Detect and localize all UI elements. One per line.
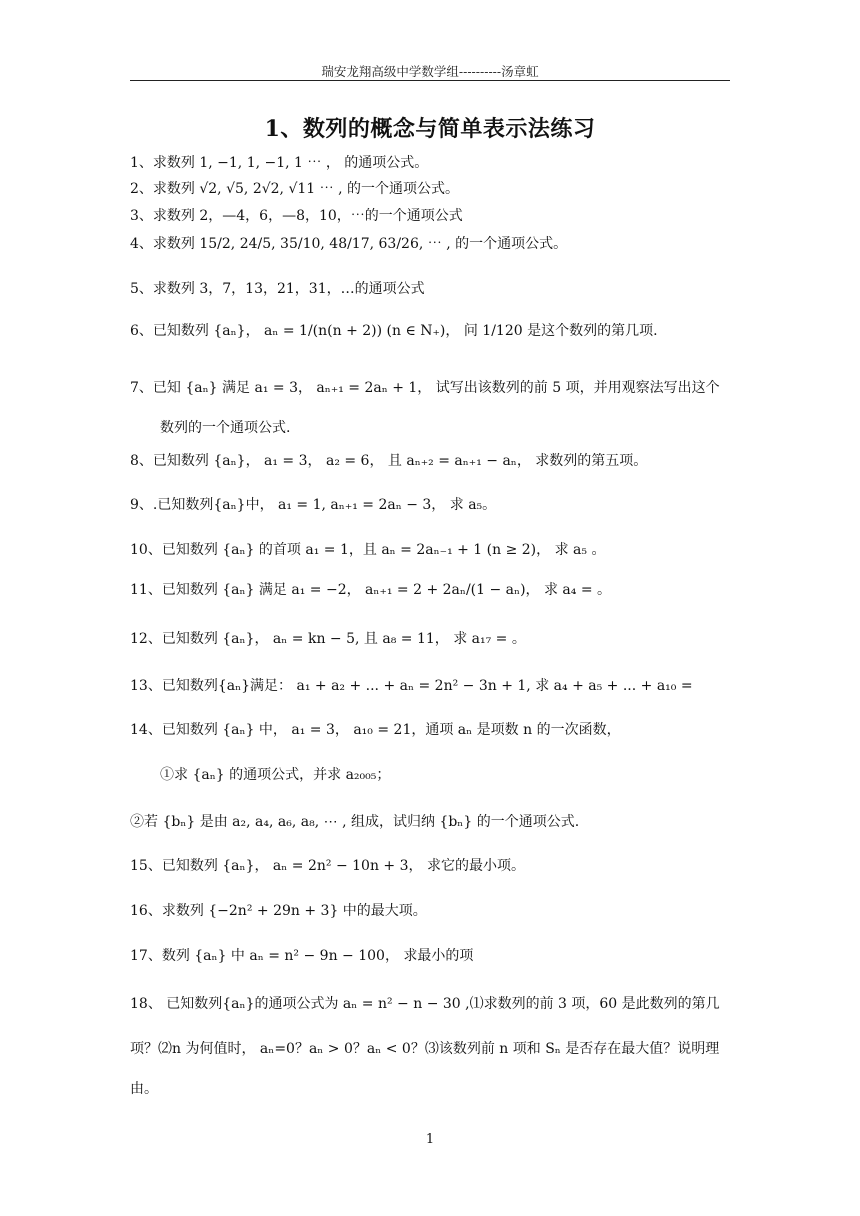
problem-line: 18、 已知数列{aₙ}的通项公式为 aₙ = n² − n − 30 ,⑴求数列的前 3 项，60 是此数列的第几 — [130, 996, 720, 1012]
problem-line: ②若 {bₙ} 是由 a₂, a₄, a₆, a₈, ⋯ , 组成，试归纳 {bₙ} 的一个通项公式. — [130, 814, 580, 830]
problem-line: 8、已知数列 {aₙ}， a₁ = 3， a₂ = 6， 且 aₙ₊₂ = aₙ₊₁ − aₙ， 求数列的第五项。 — [130, 453, 648, 469]
problem-line: 数列的一个通项公式. — [160, 420, 291, 436]
problem-line: ①求 {aₙ} 的通项公式，并求 a₂₀₀₅； — [160, 767, 391, 783]
problem-line: 3、求数列 2，—4，6，—8，10，⋯的一个通项公式 — [130, 208, 463, 224]
document-title: 1、数列的概念与简单表示法练习 — [264, 116, 596, 142]
page-header: 瑞安龙翔高级中学数学组----------汤章虹 — [321, 64, 539, 79]
page-number: 1 — [425, 1132, 435, 1147]
problem-line: 1、求数列 1, −1, 1, −1, 1 ⋯ ， 的通项公式。 — [130, 155, 429, 171]
problem-line: 7、已知 {aₙ} 满足 a₁ = 3， aₙ₊₁ = 2aₙ + 1， 试写出该数列的前 5 项，并用观察法写出这个 — [130, 380, 720, 396]
problem-line: 13、已知数列{aₙ}满足： a₁ + a₂ + ... + aₙ = 2n² − 3n + 1, 求 a₄ + a₅ + ... + a₁₀ = — [130, 678, 693, 694]
problem-line: 17、数列 {aₙ} 中 aₙ = n² − 9n − 100， 求最小的项 — [130, 948, 474, 964]
problem-line: 12、已知数列 {aₙ}， aₙ = kn − 5, 且 a₈ = 11， 求 a₁₇ = 。 — [130, 631, 526, 647]
header-rule — [130, 80, 730, 81]
problem-line: 10、已知数列 {aₙ} 的首项 a₁ = 1，且 aₙ = 2aₙ₋₁ + 1 (n ≥ 2)， 求 a₅ 。 — [130, 542, 606, 558]
problem-line: 5、求数列 3，7，13，21，31，…的通项公式 — [130, 281, 425, 297]
problem-line: 16、求数列 {−2n² + 29n + 3} 中的最大项。 — [130, 903, 427, 919]
problem-line: 由。 — [130, 1081, 158, 1097]
problem-line: 6、已知数列 {aₙ}， aₙ = 1/(n(n + 2)) (n ∈ N₊)， 问 1/120 是这个数列的第几项. — [130, 323, 658, 339]
problem-line: 15、已知数列 {aₙ}， aₙ = 2n² − 10n + 3， 求它的最小项。 — [130, 858, 525, 874]
problem-line: 9、.已知数列{aₙ}中， a₁ = 1, aₙ₊₁ = 2aₙ − 3， 求 a₅。 — [130, 497, 497, 513]
problem-line: 14、已知数列 {aₙ} 中， a₁ = 3， a₁₀ = 21，通项 aₙ 是项数 n 的一次函数， — [130, 722, 621, 738]
problem-line: 4、求数列 15/2, 24/5, 35/10, 48/17, 63/26, ⋯ , 的一个通项公式。 — [130, 236, 568, 252]
problem-line: 11、已知数列 {aₙ} 满足 a₁ = −2， aₙ₊₁ = 2 + 2aₙ/(1 − aₙ)， 求 a₄ = 。 — [130, 582, 612, 598]
problem-line: 2、求数列 √2, √5, 2√2, √11 ⋯ , 的一个通项公式。 — [130, 181, 459, 197]
problem-line: 项？⑵n 为何值时， aₙ=0？aₙ > 0？aₙ < 0？⑶该数列前 n 项和 Sₙ 是否存在最大值？说明理 — [130, 1041, 720, 1057]
